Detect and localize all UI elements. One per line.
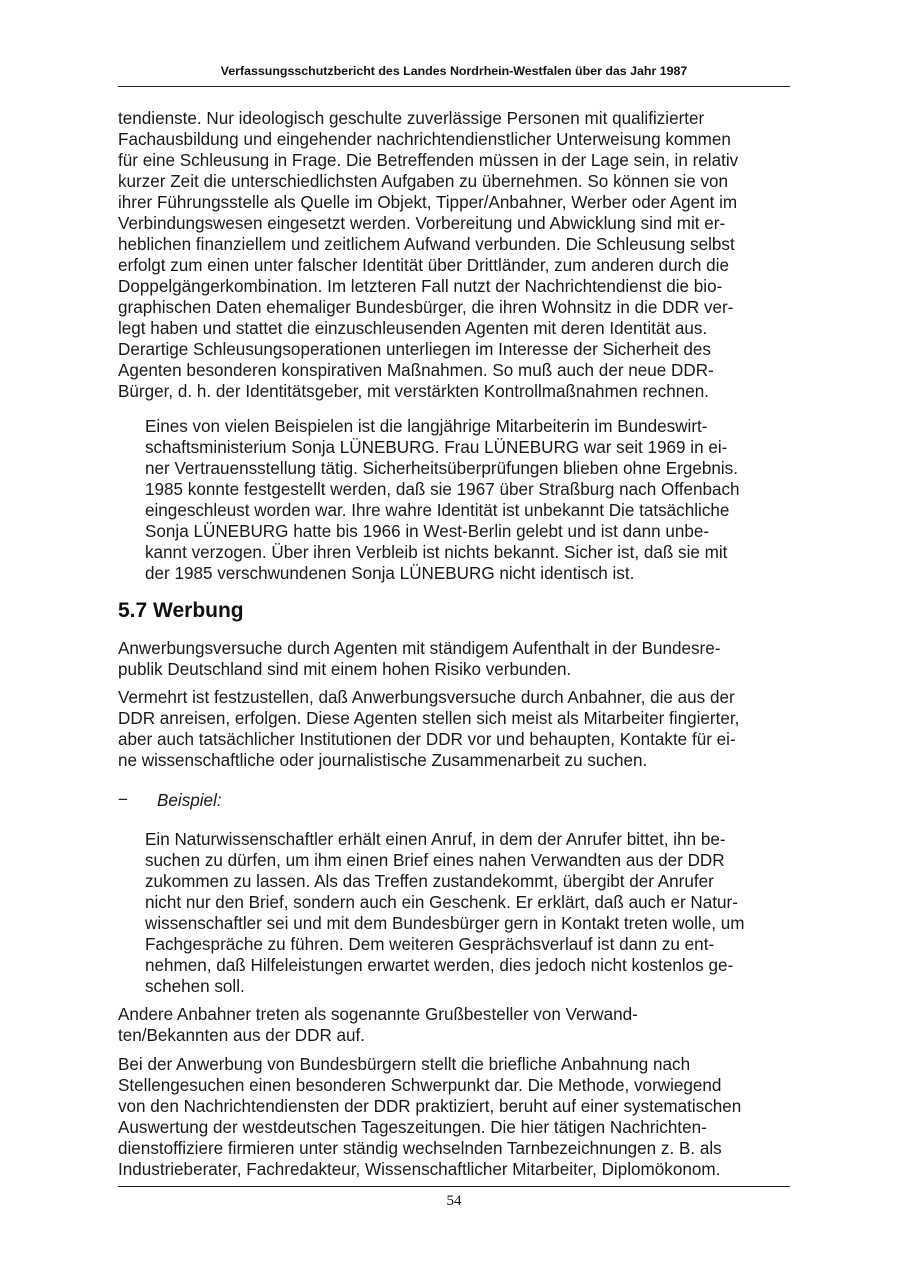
text-line: schaftsministerium Sonja LÜNEBURG. Frau LÜNEBURG war seit 1969 in ei- (145, 438, 728, 457)
text-line: Anwerbungsversuche durch Agenten mit ständigem Aufenthalt in der Bundesre- (118, 639, 721, 658)
dash-bullet: − (118, 790, 128, 809)
text-line: legt haben und stattet die einzuschleusenden Agenten mit deren Identität aus. (118, 319, 708, 338)
text-line: ihrer Führungsstelle als Quelle im Objekt, Tipper/Anbahner, Werber oder Agent im (118, 193, 738, 212)
text-line: ten/Bekannten aus der DDR auf. (118, 1026, 366, 1045)
text-line: DDR anreisen, erfolgen. Diese Agenten stellen sich meist als Mitarbeiter fingierter, (118, 709, 740, 728)
text-line: zukommen zu lassen. Als das Treffen zustandekommt, übergibt der Anrufer (145, 872, 714, 891)
text-line: Fachgespräche zu führen. Dem weiteren Gesprächsverlauf ist dann zu ent- (145, 935, 715, 954)
text-line: ne wissenschaftliche oder journalistische Zusammenarbeit zu suchen. (118, 751, 648, 770)
text-line: von den Nachrichtendiensten der DDR praktiziert, beruht auf einer systematischen (118, 1097, 742, 1116)
text-line: publik Deutschland sind mit einem hohen Risiko verbunden. (118, 660, 572, 679)
example-label: Beispiel: (157, 791, 222, 810)
text-line: Industrieberater, Fachredakteur, Wissenschaftlicher Mitarbeiter, Diplomökonom. (118, 1160, 721, 1179)
text-line: tendienste. Nur ideologisch geschulte zuverlässige Personen mit qualifizierter (118, 109, 705, 128)
text-line: Auswertung der westdeutschen Tageszeitungen. Die hier tätigen Nachrichten- (118, 1118, 707, 1137)
text-line: schehen soll. (145, 977, 245, 996)
text-line: aber auch tatsächlicher Institutionen der DDR vor und behaupten, Kontakte für ei- (118, 730, 736, 749)
text-line: dienstoffiziere firmieren unter ständig wechselnden Tarnbezeichnungen z. B. als (118, 1139, 722, 1158)
text-line: Bürger, d. h. der Identitätsgeber, mit verstärkten Kontrollmaßnahmen rechnen. (118, 382, 709, 401)
text-line: Ein Naturwissenschaftler erhält einen Anruf, in dem der Anrufer bittet, ihn be- (145, 830, 726, 849)
text-line: Andere Anbahner treten als sogenannte Grußbesteller von Verwand- (118, 1005, 638, 1024)
text-line: nicht nur den Brief, sondern auch ein Geschenk. Er erklärt, daß auch er Natur- (145, 893, 738, 912)
text-line: kurzer Zeit die unterschiedlichsten Aufgaben zu übernehmen. So können sie von (118, 172, 729, 191)
text-line: Derartige Schleusungsoperationen unterliegen im Interesse der Sicherheit des (118, 340, 711, 359)
header-rule (118, 86, 790, 87)
text-line: erfolgt zum einen unter falscher Identität über Drittländer, zum anderen durch die (118, 256, 729, 275)
text-line: eingeschleust worden war. Ihre wahre Identität ist unbekannt Die tatsächliche (145, 501, 730, 520)
text-line: graphischen Daten ehemaliger Bundesbürger, die ihren Wohnsitz in die DDR ver- (118, 298, 734, 317)
text-line: suchen zu dürfen, um ihm einen Brief eines nahen Verwandten aus der DDR (145, 851, 725, 870)
text-line: kannt verzogen. Über ihren Verbleib ist nichts bekannt. Sicher ist, daß sie mit (145, 543, 728, 562)
running-header: Verfassungsschutzbericht des Landes Nordrhein-Westfalen über das Jahr 1987 (220, 64, 688, 78)
text-line: Fachausbildung und eingehender nachrichtendienstlicher Unterweisung kommen (118, 130, 731, 149)
text-line: Sonja LÜNEBURG hatte bis 1966 in West-Berlin gelebt und ist dann unbe- (145, 522, 710, 541)
text-line: ner Vertrauensstellung tätig. Sicherheitsüberprüfungen blieben ohne Ergebnis. (145, 459, 738, 478)
page-number: 54 (446, 1193, 462, 1209)
text-line: der 1985 verschwundenen Sonja LÜNEBURG nicht identisch ist. (145, 564, 635, 583)
text-line: Vermehrt ist festzustellen, daß Anwerbungsversuche durch Anbahner, die aus der (118, 688, 735, 707)
text-line: Eines von vielen Beispielen ist die langjährige Mitarbeiterin im Bundeswirt- (145, 417, 708, 436)
text-line: nehmen, daß Hilfeleistungen erwartet werden, dies jedoch nicht kostenlos ge- (145, 956, 734, 975)
footer-rule (118, 1186, 790, 1187)
text-line: Agenten besonderen konspirativen Maßnahmen. So muß auch der neue DDR- (118, 361, 714, 380)
text-line: 1985 konnte festgestellt werden, daß sie 1967 über Straßburg nach Offenbach (145, 480, 740, 499)
text-line: für eine Schleusung in Frage. Die Betreffenden müssen in der Lage sein, in relativ (118, 151, 739, 170)
text-line: Bei der Anwerbung von Bundesbürgern stellt die briefliche Anbahnung nach (118, 1055, 691, 1074)
text-line: wissenschaftler sei und mit dem Bundesbürger gern in Kontakt treten wolle, um (145, 914, 745, 933)
section-heading: 5.7 Werbung (118, 599, 244, 622)
text-line: heblichen finanziellem und zeitlichem Aufwand verbunden. Die Schleusung selbst (118, 235, 735, 254)
text-line: Doppelgängerkombination. Im letzteren Fall nutzt der Nachrichtendienst die bio- (118, 277, 723, 296)
text-line: Verbindungswesen eingesetzt werden. Vorbereitung und Abwicklung sind mit er- (118, 214, 726, 233)
text-line: Stellengesuchen einen besonderen Schwerpunkt dar. Die Methode, vorwiegend (118, 1076, 722, 1095)
